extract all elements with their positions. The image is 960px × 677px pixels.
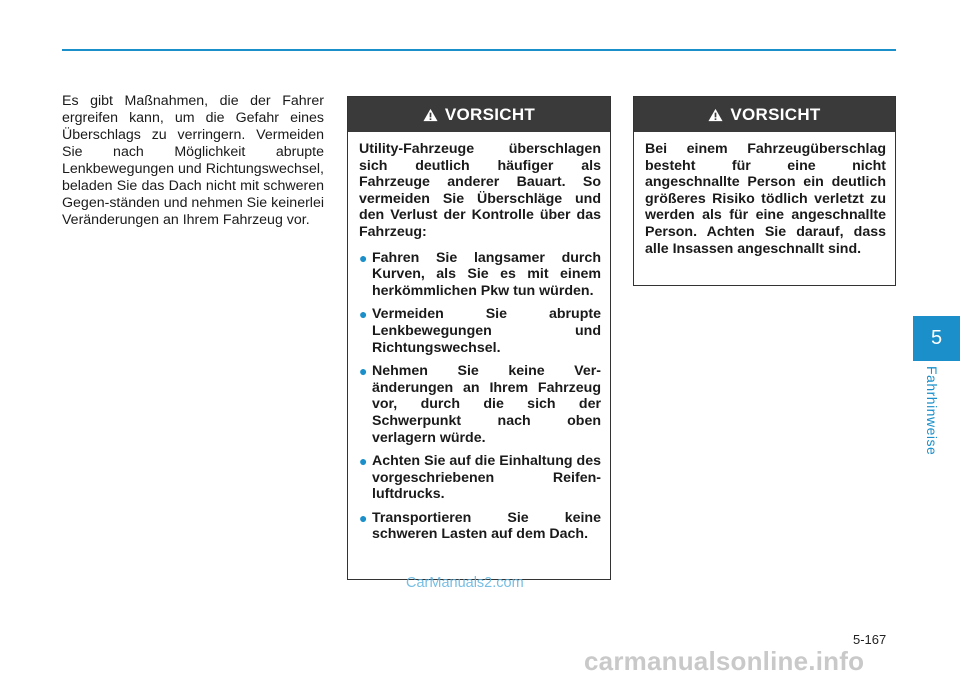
top-divider — [62, 49, 896, 51]
caution-text: Bei einem Fahrzeugüberschlag besteht für eine nicht angeschnallte Person ein deutlich größeres Risiko tödlich verletzt zu werden als für eine angeschnallte Person. Achten Sie darauf, dass alle Insassen angeschnallt sind. — [645, 141, 886, 257]
caution-bullet-list — [359, 250, 601, 544]
page-number: 5-167 — [853, 632, 887, 647]
caution-title: VORSICHT — [730, 104, 821, 124]
caution-box-seatbelt — [633, 96, 896, 286]
bullet-icon: ● — [359, 453, 368, 470]
list-item: ● Nehmen Sie keine Ver-änderungen an Ihrem Fahrzeug vor, durch die sich der Schwerpunkt nach oben verlagern würde. — [359, 363, 601, 446]
intro-paragraph: Es gibt Maßnahmen, die der Fahrer ergreifen kann, um die Gefahr eines Überschlags zu verringern. Vermeiden Sie nach Möglichkeit abrupte Lenkbewegungen und Richtungswechsel, beladen Sie das Dach nicht mit schweren Gegen-ständen und nehmen Sie keinerlei Veränderungen an Ihrem Fahrzeug vor. — [62, 93, 324, 228]
caution-body — [634, 132, 895, 265]
caution-header — [348, 97, 610, 132]
caution-body — [348, 132, 610, 558]
footer-watermark: carmanualsonline.info — [584, 646, 865, 676]
list-item: ● Vermeiden Sie abrupte Lenkbewegungen und Richtungswechsel. — [359, 306, 601, 356]
chapter-name: Fahrhinweise — [924, 366, 940, 456]
warning-triangle-icon — [708, 108, 723, 122]
warning-triangle-icon — [423, 108, 438, 122]
watermark: CarManuals2.com — [406, 575, 524, 591]
caution-header — [634, 97, 895, 132]
caution-lead-text: Utility-Fahrzeuge überschlagen sich deutlich häufiger als Fahrzeuge anderer Bauart. So vermeiden Sie Überschläge und den Verlust der Kontrolle über das Fahrzeug: — [359, 141, 601, 240]
caution-box-rollover — [347, 96, 611, 580]
bullet-icon: ● — [359, 509, 368, 526]
bullet-icon: ● — [359, 249, 368, 266]
list-item: ● Fahren Sie langsamer durch Kurven, als Sie es mit einem herkömmlichen Pkw tun würden. — [359, 249, 601, 299]
bullet-icon: ● — [359, 363, 368, 380]
list-item: ● Achten Sie auf die Einhaltung des vorgeschriebenen Reifen-luftdrucks. — [359, 453, 601, 503]
list-item: ● Transportieren Sie keine schweren Lasten auf dem Dach. — [359, 509, 601, 543]
bullet-icon: ● — [359, 306, 368, 323]
caution-title: VORSICHT — [444, 104, 536, 124]
chapter-number-tab: 5 — [913, 316, 960, 361]
